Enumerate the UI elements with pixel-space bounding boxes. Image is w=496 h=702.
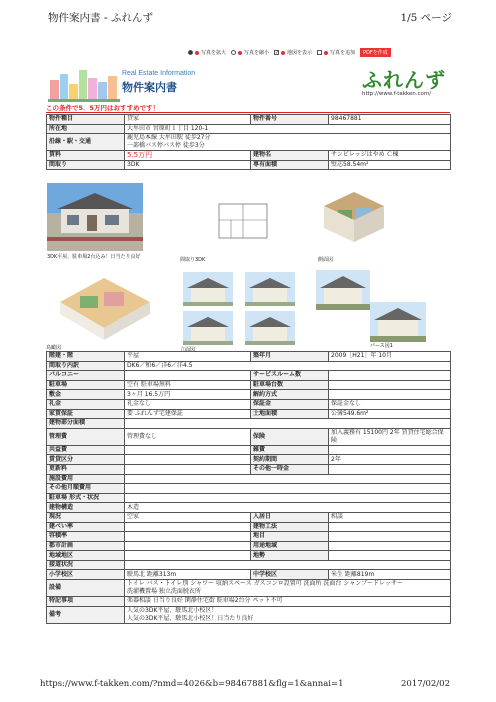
footer-url[interactable]: https://www.f-takken.com/?nmd=4026&b=98467881&flg=1&annai=1 bbox=[40, 679, 344, 689]
table-row bbox=[47, 455, 451, 465]
value-cell bbox=[329, 464, 451, 474]
value-cell: 98467881 bbox=[329, 115, 451, 125]
value-cell: 要 ふれんず宅建保証 bbox=[125, 409, 251, 419]
table-row bbox=[47, 580, 451, 597]
table-row bbox=[47, 115, 451, 125]
elevation-image-3[interactable] bbox=[183, 311, 233, 345]
table-row bbox=[47, 493, 451, 503]
value-cell: 鹿児島本線 大牟田駅 徒歩27分 一部橋バス停バス停 徒歩3分 bbox=[125, 134, 451, 151]
value-cell bbox=[125, 464, 251, 474]
label-cell: 地勢 bbox=[251, 551, 329, 561]
table-row bbox=[47, 560, 451, 570]
table-row bbox=[47, 151, 451, 161]
value-cell bbox=[125, 371, 251, 381]
value-cell: 貸家 bbox=[125, 115, 251, 125]
option-add-photo[interactable]: 写真を追加 bbox=[317, 49, 355, 56]
label-cell: 契約期間 bbox=[251, 455, 329, 465]
table-row bbox=[47, 124, 451, 134]
value-cell bbox=[125, 560, 451, 570]
label-cell: 用途地域 bbox=[251, 541, 329, 551]
label-cell: 地目 bbox=[251, 532, 329, 542]
side-caption: 側面図 bbox=[318, 257, 334, 263]
town-illustration bbox=[48, 66, 120, 102]
label-cell: 土地面積 bbox=[251, 409, 329, 419]
elevation-image-2[interactable] bbox=[245, 272, 295, 306]
value-cell: 人気の3DK平屋、駛馬北小校区！ 人気の3DK平屋、駛馬北小校区！日当たり良好 bbox=[125, 606, 451, 623]
option-enlarge-photo[interactable]: 写真を拡大 bbox=[188, 49, 226, 56]
label-cell: 建物部分面積 bbox=[47, 419, 125, 429]
value-cell: 空有 駐車場無料 bbox=[125, 380, 251, 390]
label-cell: 敷金 bbox=[47, 390, 125, 400]
value-cell bbox=[125, 484, 451, 494]
details-table bbox=[46, 351, 451, 624]
value-cell: 2年 bbox=[329, 455, 451, 465]
side-view-image[interactable] bbox=[318, 186, 390, 248]
label-cell: 小学校区 bbox=[47, 570, 125, 580]
value-cell: 3DK bbox=[125, 160, 251, 170]
table-row bbox=[47, 445, 451, 455]
label-cell: その他月額費用 bbox=[47, 484, 125, 494]
brand-url[interactable]: http://www.f-takken.com/ bbox=[362, 91, 432, 97]
label-cell: 賃料 bbox=[47, 151, 125, 161]
label-cell: 間取り内訳 bbox=[47, 361, 125, 371]
real-estate-info-en: Real Estate Information bbox=[122, 70, 196, 77]
table-row bbox=[47, 409, 451, 419]
brand-logo: ふれんず bbox=[362, 68, 446, 92]
value-cell bbox=[329, 371, 451, 381]
pdf-create-button[interactable]: PDFを作成 bbox=[360, 48, 391, 57]
floorplan-caption: 間取り3DK bbox=[180, 257, 206, 263]
table-row bbox=[47, 606, 451, 623]
value-cell bbox=[125, 551, 251, 561]
option-shrink-photo[interactable]: 写真を縮小 bbox=[231, 49, 269, 56]
label-cell: 共益費 bbox=[47, 445, 125, 455]
label-cell: 中学校区 bbox=[251, 570, 329, 580]
value-cell bbox=[125, 522, 251, 532]
label-cell: 建物構造 bbox=[47, 503, 125, 513]
elevation-image-1[interactable] bbox=[183, 272, 233, 306]
label-cell: その他一時金 bbox=[251, 464, 329, 474]
label-cell: 物件番号 bbox=[251, 115, 329, 125]
label-cell: 駐車場 bbox=[47, 380, 125, 390]
value-cell: 保証金なし bbox=[329, 399, 451, 409]
label-cell: 所在地 bbox=[47, 124, 125, 134]
label-cell: 容積率 bbox=[47, 532, 125, 542]
label-cell: 接道状況 bbox=[47, 560, 125, 570]
value-cell: 木造 bbox=[125, 503, 451, 513]
value-cell: 3ヶ月 16.5万円 bbox=[125, 390, 251, 400]
promo-banner: この条件で5．5万円はおすすめです！ bbox=[46, 104, 160, 112]
value-cell: 加入義務有 15100円 2年 賃貸住宅総合保険 bbox=[329, 428, 451, 445]
label-cell: 保証金 bbox=[251, 399, 329, 409]
label-cell: 地域地区 bbox=[47, 551, 125, 561]
table-row bbox=[47, 419, 451, 429]
option-show-map[interactable]: ✓ 地図を表示 bbox=[275, 50, 313, 56]
label-cell: 駐車場 形式・状況 bbox=[47, 493, 125, 503]
divider bbox=[46, 112, 450, 113]
value-cell bbox=[125, 474, 451, 484]
label-cell: バルコニー bbox=[47, 371, 125, 381]
value-cell bbox=[125, 419, 451, 429]
radio-icon[interactable] bbox=[188, 50, 193, 55]
perspective-image-1[interactable] bbox=[316, 270, 370, 310]
label-cell: 物件種目 bbox=[47, 115, 125, 125]
rent-value: 5.5万円 bbox=[125, 151, 251, 161]
value-cell bbox=[125, 445, 251, 455]
bullet-icon bbox=[238, 51, 242, 55]
birds-eye-caption: 鳥瞰図 bbox=[46, 345, 62, 351]
checkbox-icon[interactable]: ✓ bbox=[275, 50, 280, 56]
label-cell: 専有面積 bbox=[251, 160, 329, 170]
value-cell: 米生 距離819m bbox=[329, 570, 451, 580]
value-cell: 礼金なし bbox=[125, 399, 251, 409]
table-row bbox=[47, 541, 451, 551]
perspective-caption: パース図1 bbox=[370, 343, 393, 349]
table-row bbox=[47, 551, 451, 561]
label-cell: 備考 bbox=[47, 606, 125, 623]
table-row bbox=[47, 371, 451, 381]
value-cell: DK6／和6／洋6／洋4.5 bbox=[125, 361, 451, 371]
value-cell: 駛馬北 距離313m bbox=[125, 570, 251, 580]
label-cell: 管理費 bbox=[47, 428, 125, 445]
elevation-image-4[interactable] bbox=[245, 311, 295, 345]
label-cell: 駐車場台数 bbox=[251, 380, 329, 390]
table-row bbox=[47, 380, 451, 390]
table-row bbox=[47, 390, 451, 400]
value-cell bbox=[329, 380, 451, 390]
label-cell: 都市計画 bbox=[47, 541, 125, 551]
value-cell bbox=[125, 532, 251, 542]
table-row bbox=[47, 532, 451, 542]
label-cell: 現況 bbox=[47, 512, 125, 522]
label-cell: 解約方式 bbox=[251, 390, 329, 400]
perspective-image-2[interactable] bbox=[370, 302, 426, 342]
options-bar bbox=[188, 48, 391, 57]
value-cell: サンビレッジはやめ Ｃ棟 bbox=[329, 151, 451, 161]
value-cell: 公簿549.6m² bbox=[329, 409, 451, 419]
label-cell: 施設費用 bbox=[47, 474, 125, 484]
value-cell bbox=[329, 522, 451, 532]
page-counter: 1/5 ページ bbox=[400, 12, 452, 24]
value-cell: 2009［H21］年 10月 bbox=[329, 352, 451, 362]
label-cell: 間取り bbox=[47, 160, 125, 170]
table-row bbox=[47, 464, 451, 474]
table-row bbox=[47, 134, 451, 151]
table-row bbox=[47, 361, 451, 371]
value-cell: 平屋 bbox=[125, 352, 251, 362]
elevation-caption: 立面図 bbox=[180, 347, 196, 353]
exterior-caption: 3DK平屋、駐車場2台込み！日当たり良好 bbox=[47, 254, 141, 260]
footer-date: 2017/02/02 bbox=[401, 679, 450, 689]
value-cell: 大牟田市 宮原町１丁目 120-1 bbox=[125, 124, 451, 134]
label-cell: 更新料 bbox=[47, 464, 125, 474]
value-cell bbox=[329, 532, 451, 542]
value-cell bbox=[125, 541, 251, 551]
label-cell: 雑費 bbox=[251, 445, 329, 455]
document-title: 物件案内書 - ふれんず bbox=[48, 12, 153, 24]
table-row bbox=[47, 352, 451, 362]
value-cell bbox=[125, 493, 451, 503]
table-row bbox=[47, 428, 451, 445]
table-row bbox=[47, 474, 451, 484]
birds-eye-image[interactable] bbox=[50, 268, 158, 344]
label-cell: 階建・階 bbox=[47, 352, 125, 362]
table-row bbox=[47, 503, 451, 513]
bullet-icon bbox=[281, 51, 285, 55]
bullet-icon bbox=[195, 51, 199, 55]
value-cell: 相談 bbox=[329, 512, 451, 522]
radio-icon[interactable] bbox=[231, 50, 236, 55]
value-cell bbox=[329, 541, 451, 551]
table-row bbox=[47, 484, 451, 494]
value-cell bbox=[329, 390, 451, 400]
label-cell: 建物工法 bbox=[251, 522, 329, 532]
label-cell: 築年月 bbox=[251, 352, 329, 362]
value-cell: 空家 bbox=[125, 512, 251, 522]
floorplan-image[interactable] bbox=[213, 198, 273, 244]
label-cell: 保険 bbox=[251, 428, 329, 445]
label-cell: 家賃保証 bbox=[47, 409, 125, 419]
table-row bbox=[47, 512, 451, 522]
checkbox-icon[interactable] bbox=[317, 50, 322, 55]
value-cell: 管理費なし bbox=[125, 428, 251, 445]
value-cell bbox=[125, 455, 251, 465]
label-cell: 建ぺい率 bbox=[47, 522, 125, 532]
table-row bbox=[47, 570, 451, 580]
summary-table bbox=[46, 114, 451, 170]
label-cell: 特記事項 bbox=[47, 597, 125, 607]
label-cell: 入居日 bbox=[251, 512, 329, 522]
value-cell: 壁芯58.54m² bbox=[329, 160, 451, 170]
value-cell bbox=[329, 445, 451, 455]
label-cell: サービスルーム数 bbox=[251, 371, 329, 381]
label-cell: 設備 bbox=[47, 580, 125, 597]
exterior-photo[interactable] bbox=[47, 183, 143, 251]
value-cell: 楽器相談 日当り良好 閑静住宅街 駐車場2台分 ペット不可 bbox=[125, 597, 451, 607]
table-row bbox=[47, 597, 451, 607]
label-cell: 沿線・駅・交通 bbox=[47, 134, 125, 151]
real-estate-info-ja: 物件案内書 bbox=[122, 81, 177, 94]
value-cell: トイレ バス・トイレ別 シャワー 収納スペース ガスコンロ設置可 洗面所 洗面台 シャンプードレッサー 洗濯機置場 独立洗面脱衣所 bbox=[125, 580, 451, 597]
table-row bbox=[47, 522, 451, 532]
label-cell: 賃貸区分 bbox=[47, 455, 125, 465]
table-row bbox=[47, 160, 451, 170]
label-cell: 礼金 bbox=[47, 399, 125, 409]
value-cell bbox=[329, 551, 451, 561]
label-cell: 建物名 bbox=[251, 151, 329, 161]
table-row bbox=[47, 399, 451, 409]
bullet-icon bbox=[324, 51, 328, 55]
